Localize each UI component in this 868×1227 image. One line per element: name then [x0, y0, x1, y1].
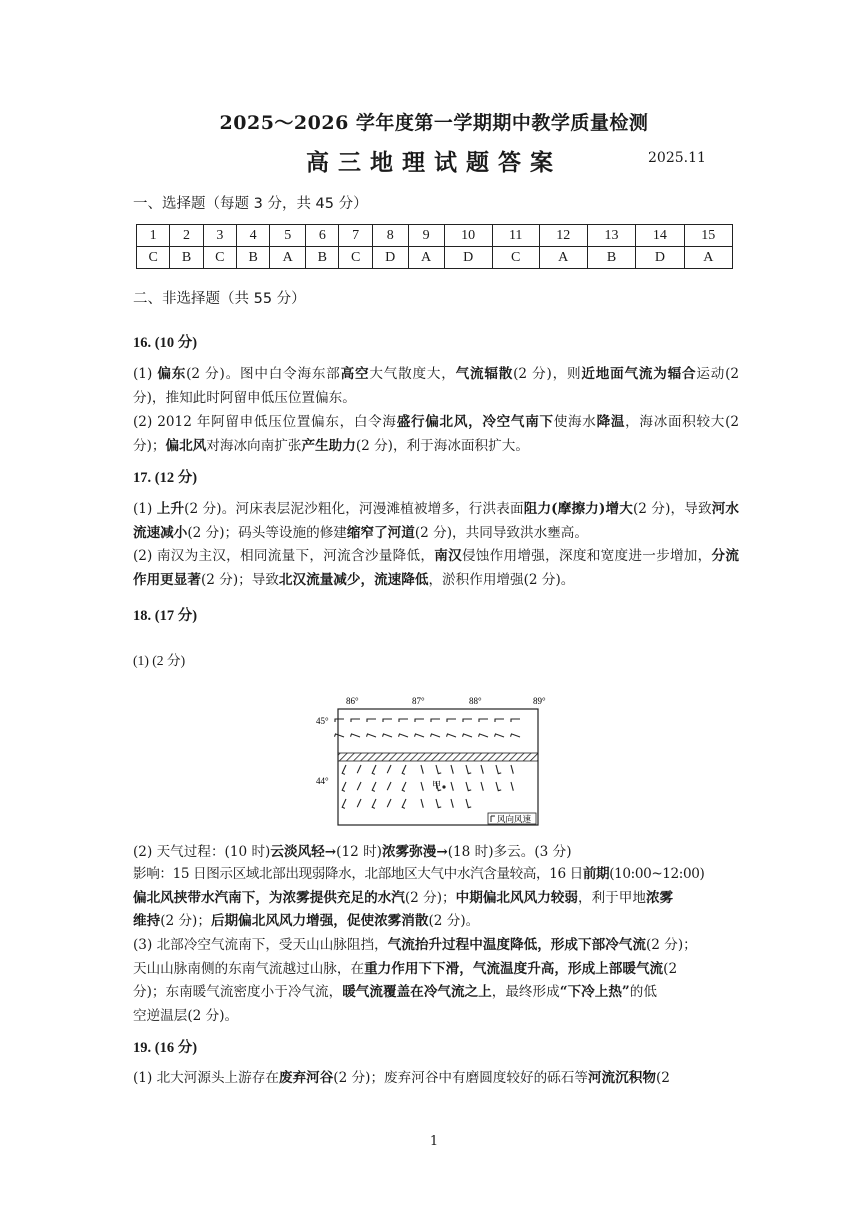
lat-label-45: 45° [316, 716, 329, 726]
key-point: 中期偏北风风力较弱 [455, 890, 578, 906]
key-point: 南汉 [434, 548, 462, 564]
text: 大气散度大， [369, 366, 456, 382]
key-point: 偏北风 [165, 438, 207, 454]
key-point: 维持 [133, 913, 161, 929]
answer-cell: A [408, 247, 444, 269]
lat-label-44: 44° [316, 776, 329, 786]
point-jia-marker [442, 785, 445, 788]
lon-label-86: 86° [346, 696, 359, 706]
question-number-cell: 4 [236, 225, 269, 247]
text: ，海冰面积较大(2 分)； [133, 414, 740, 454]
question-number-cell: 3 [203, 225, 236, 247]
text: (2 分)； [645, 937, 697, 953]
answer-cell: D [444, 247, 492, 269]
text: (1) [133, 501, 157, 517]
answer-cell: B [236, 247, 269, 269]
q16-answer-2 [133, 410, 739, 458]
lon-label-88: 88° [469, 696, 482, 706]
answer-cell: B [306, 247, 339, 269]
answer-cell: C [203, 247, 236, 269]
key-point: “下冷上热” [559, 984, 630, 1000]
text: (1) [133, 366, 158, 382]
text: (2 分)； [404, 890, 456, 906]
answer-cell: B [170, 247, 203, 269]
q19-answer-1-line-1 [133, 1066, 739, 1090]
answer-table-number-row [137, 225, 733, 247]
q18-answer-3-line-2 [133, 957, 739, 981]
text: 侵蚀作用增强，深度和宽度进一步增加， [461, 548, 712, 564]
lon-label-89: 89° [533, 696, 546, 706]
answer-cell: C [492, 247, 539, 269]
mountain-range-band [338, 753, 538, 761]
text: 对海冰向南扩张 [206, 438, 302, 454]
text: (2) 2012 年阿留申低压位置偏东，白令海 [133, 414, 397, 430]
key-point: 浓雾弥漫→ [381, 844, 448, 860]
text: (3) 北部冷空气流南下，受天山山脉阻挡， [133, 937, 388, 953]
answer-cell: C [137, 247, 170, 269]
key-point: 产生助力 [301, 438, 356, 454]
q17-title: 17. (12 分) [133, 470, 198, 486]
text: (2 [663, 961, 678, 977]
section-1-title: 一、选择题（每题 3 分，共 45 分） [133, 196, 368, 212]
q17-answer-2 [133, 544, 739, 592]
text: (2 分)。图中白令海东部 [186, 366, 341, 382]
document-title: 高三地理试题答案 [306, 149, 562, 176]
key-point: 废弃河谷 [278, 1070, 334, 1086]
question-number-cell: 14 [636, 225, 684, 247]
q16-answer-1 [133, 362, 739, 410]
q18-answer-2-line-2 [133, 862, 739, 886]
key-point: 缩窄了河道 [346, 525, 415, 541]
document-date: 2025.11 [648, 150, 706, 166]
question-number-cell: 9 [408, 225, 444, 247]
text: (18 时)多云。(3 分) [447, 844, 572, 860]
question-number-cell: 13 [587, 225, 635, 247]
text: ，最终形成 [491, 984, 560, 1000]
key-point: 阻力(摩擦力)增大 [523, 501, 633, 517]
text: 分)；东南暖气流密度小于冷气流， [133, 984, 343, 1000]
text: (2 分)，导致 [632, 501, 712, 517]
key-point: 上升 [156, 501, 185, 517]
answer-table [136, 224, 733, 269]
text: (2 分)； [160, 913, 211, 929]
text: (2) 南汉为主汉，相同流量下，河流含沙量降低， [133, 548, 435, 564]
text: ，淤积作用增强(2 分)。 [428, 572, 575, 588]
q16-title: 16. (10 分) [133, 335, 198, 351]
text: (2 分)。河床表层泥沙粗化，河漫滩植被增多，行洪表面 [184, 501, 524, 517]
q17-answer-1 [133, 497, 739, 545]
question-number-cell: 8 [372, 225, 408, 247]
text: (12 时) [336, 844, 382, 860]
answer-cell: A [539, 247, 587, 269]
text: ，利于甲地 [577, 890, 646, 906]
key-point: 偏北风挟带水汽南下，为浓雾提供充足的水汽 [133, 890, 405, 906]
key-point: 后期偏北风风力增强，促使浓雾消散 [210, 913, 429, 929]
key-point: 云淡风轻→ [270, 844, 337, 860]
key-point: 重力作用下下滑，气流温度升高，形成上部暖气流 [364, 961, 664, 977]
key-point: 浓雾 [645, 890, 674, 906]
answer-table-answer-row [137, 247, 733, 269]
q18-answer-3-line-1 [133, 933, 739, 957]
question-number-cell: 7 [339, 225, 372, 247]
exam-title: 2025～2026 学年度第一学期期中教学质量检测 [219, 112, 649, 134]
answer-cell: A [684, 247, 732, 269]
key-point: 气流辐散 [455, 366, 514, 382]
legend-label: 风向风速 [497, 815, 532, 825]
answer-cell: A [270, 247, 306, 269]
answer-cell: D [372, 247, 408, 269]
text: (2 分)；码头等设施的修建 [187, 525, 347, 541]
key-point: 近地面气流为辐合 [581, 366, 697, 382]
text: (2 分)，则 [513, 366, 582, 382]
q18-answer-2-line-4 [133, 909, 739, 933]
key-point: 河水流速减小 [133, 501, 740, 541]
q18-answer-3-line-3 [133, 980, 739, 1004]
question-number-cell: 5 [270, 225, 306, 247]
question-number-cell: 12 [539, 225, 587, 247]
q18-answer-2-line-3 [133, 886, 739, 910]
text: (2) 天气过程：(10 时) [133, 844, 271, 860]
text: (1) 北大河源头上游存在 [133, 1070, 279, 1086]
key-point: 降温 [596, 414, 626, 430]
text: (10:00~12:00) [609, 866, 705, 882]
text: (2 分)，利于海冰面积扩大。 [355, 438, 529, 454]
q18-answer-2-line-1 [133, 840, 739, 864]
section-2-title: 二、非选择题（共 55 分） [133, 291, 306, 307]
q18-title: 18. (17 分) [133, 608, 198, 624]
key-point: 高空 [340, 366, 370, 382]
text: (2 分)；导致 [200, 572, 279, 588]
answer-cell: B [587, 247, 635, 269]
text: (2 [655, 1070, 670, 1086]
text: 天山山脉南侧的东南气流越过山脉，在 [133, 961, 365, 977]
question-number-cell: 10 [444, 225, 492, 247]
page-number: 1 [429, 1134, 439, 1149]
key-point: 前期 [582, 866, 610, 882]
question-number-cell: 15 [684, 225, 732, 247]
answer-cell: D [636, 247, 684, 269]
key-point: 盛行偏北风，冷空气南下 [396, 414, 554, 430]
question-number-cell: 1 [137, 225, 170, 247]
point-jia-label: 甲 [432, 781, 442, 791]
q18-answer-3-line-4: 空逆温层(2 分)。 [133, 1008, 239, 1024]
question-number-cell: 2 [170, 225, 203, 247]
text: (2 分)，共同导致洪水壅高。 [414, 525, 588, 541]
lon-label-87: 87° [412, 696, 425, 706]
key-point: 北汉流量减少，流速降低 [278, 572, 429, 588]
key-point: 气流抬升过程中温度降低，形成下部冷气流 [387, 937, 646, 953]
key-point: 河流沉积物 [587, 1070, 656, 1086]
wind-field-map [316, 695, 550, 831]
answer-cell: C [339, 247, 372, 269]
key-point: 分流作用更显著 [133, 548, 740, 588]
q18-part-1-label: (1) (2 分) [133, 653, 186, 668]
question-number-cell: 11 [492, 225, 539, 247]
text: 影响：15 日图示区域北部出现弱降水，北部地区大气中水汽含量较高，16 日 [133, 866, 583, 882]
key-point: 偏东 [157, 366, 187, 382]
text: (2 分)；废弃河谷中有磨圆度较好的砾石等 [333, 1070, 588, 1086]
question-number-cell: 6 [306, 225, 339, 247]
text: (2 分)。 [428, 913, 480, 929]
key-point: 暖气流覆盖在冷气流之上 [342, 984, 492, 1000]
q19-title: 19. (16 分) [133, 1040, 198, 1056]
text: 的低 [629, 984, 657, 1000]
text: 使海水 [553, 414, 597, 430]
text: 运动(2 分)，推知此时阿留申低压位置偏东。 [133, 366, 740, 406]
